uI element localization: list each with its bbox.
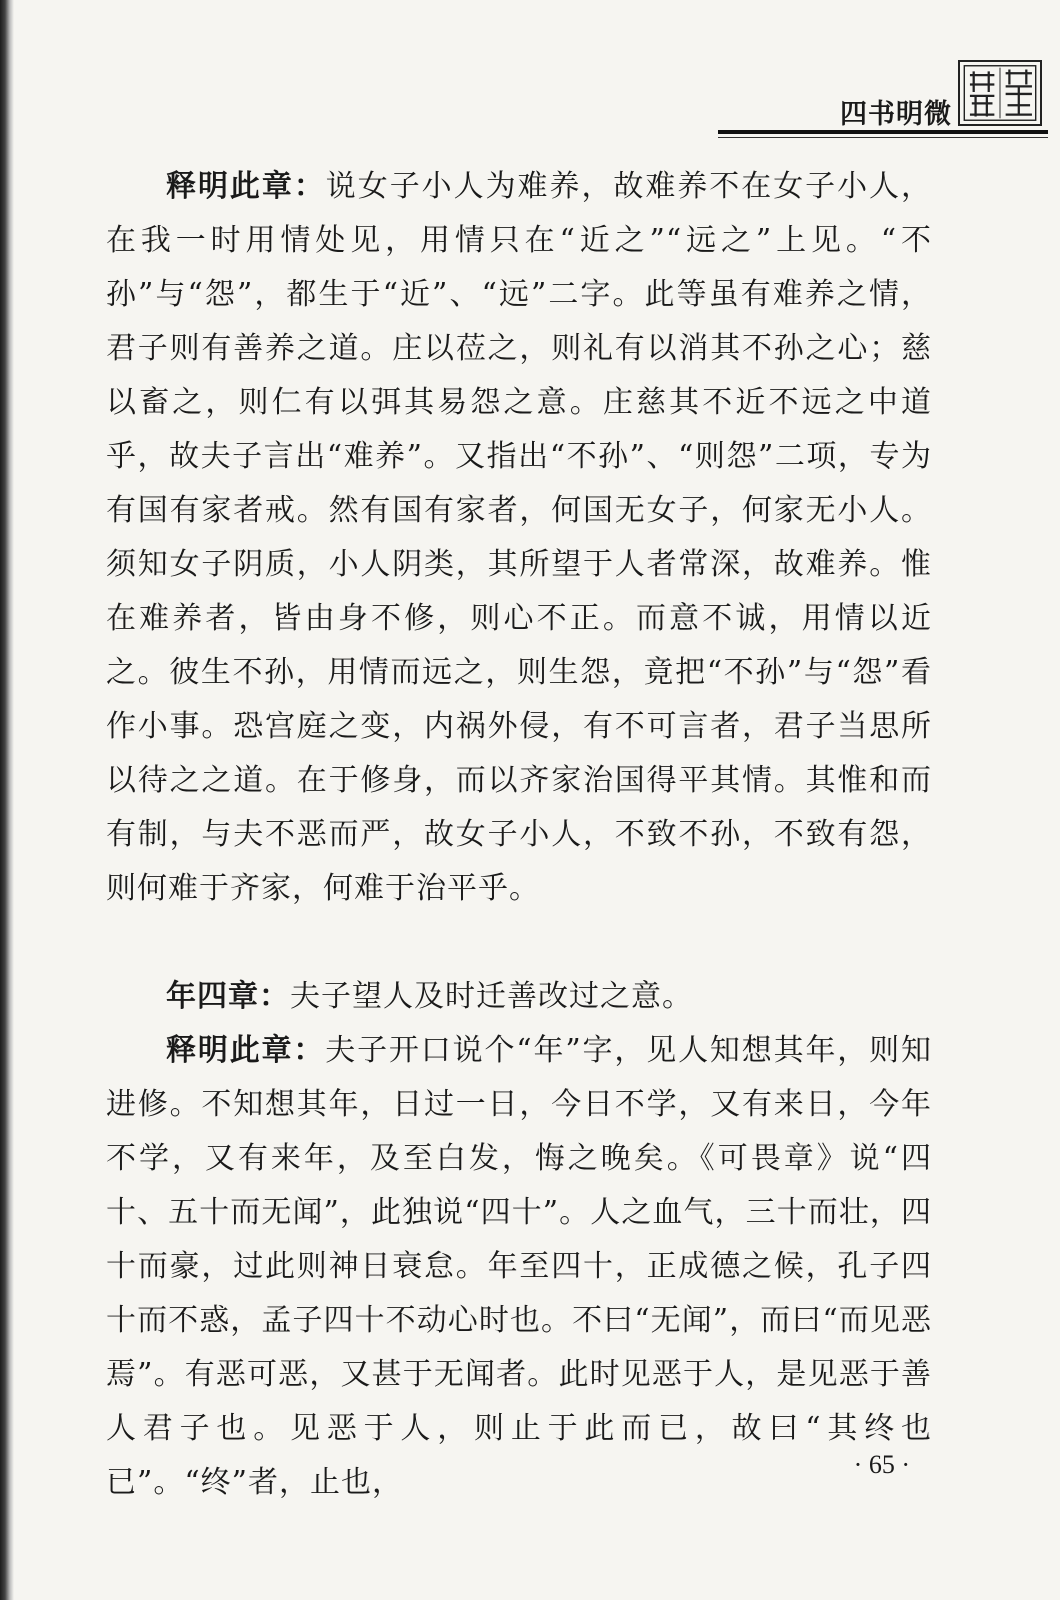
seal-logo-glyph [960,62,1040,124]
header-title: 四书明微 [840,99,952,130]
seal-logo [958,60,1042,126]
body-text [106,160,932,1510]
paragraph-3-label: 释明此章： [166,1033,326,1068]
paragraph-1-text: 说女子小人为难养，故难养不在女子小人，在我一时用情处见，用情只在“近之”“远之”上见。“不孙”与“怨”，都生于“近”、“远”二字。此等虽有难养之情，君子则有善养之道。庄以莅之，则礼有以消其不孙之心；慈以畜之，则仁有以弭其易怨之意。庄慈其不近不远之中道乎，故夫子言出“难养”。又指出“不孙”、“则怨”二项，专为有国有家者戒。然有国有家者，何国无女子，何家无小人。须知女子阴质，小人阴类，其所望于人者常深，故难养。惟在难养者，皆由身不修，则心不正。而意不诚，用情以近之。彼生不孙，用情而远之，则生怨，竟把“不孙”与“怨”看作小事。恐宫庭之变，内祸外侵，有不可言者，君子当思所以待之之道。在于修身，而以齐家治国得平其情。其惟和而有制，与夫不恶而严，故女子小人，不致不孙，不致有怨，则何难于齐家，何难于治平乎。 [106,169,933,906]
header-rule-thick [718,130,1048,134]
paragraph-2-label: 年四章： [166,979,290,1014]
paragraph-2-text: 夫子望人及时迁善改过之意。 [290,979,693,1014]
paragraph-2 [106,970,932,1024]
page-binding-edge [0,0,14,1600]
paragraph-1-label: 释明此章： [166,169,326,204]
header-rule-thin [718,137,1048,138]
paragraph-3 [106,1024,932,1510]
paragraph-3-text: 夫子开口说个“年”字，见人知想其年，则知进修。不知想其年，日过一日，今日不学，又有来日，今年不学，又有来年，及至白发，悔之晚矣。《可畏章》说“四十、五十而无闻”，此独说“四十”。人之血气，三十而壮，四十而豪，过此则神日衰怠。年至四十，正成德之候，孔子四十而不惑，孟子四十不动心时也。不曰“无闻”，而曰“而见恶焉”。有恶可恶，又甚于无闻者。此时见恶于人，是见恶于善人君子也。见恶于人，则止于此而已，故曰“其终也已”。“终”者，止也， [106,1033,932,1500]
page-number: · 65 · [853,1450,910,1479]
paragraph-1 [106,160,932,916]
section-gap [106,916,932,970]
running-header [0,60,1060,140]
